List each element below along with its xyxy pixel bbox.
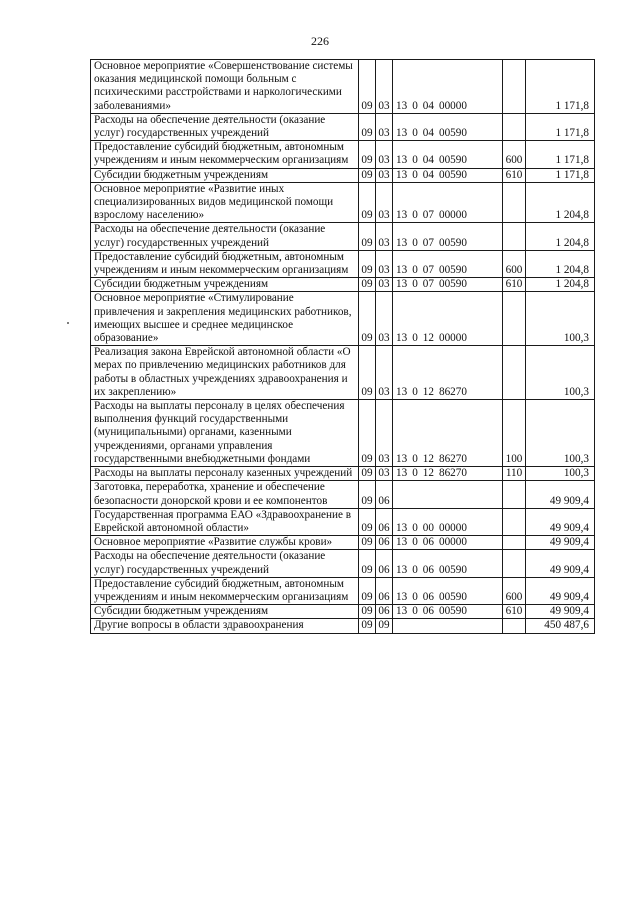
- section-code: 09: [359, 182, 376, 223]
- code-part: 13: [396, 467, 408, 480]
- target-item-code: [393, 292, 503, 346]
- target-item-code-parts: [396, 278, 500, 291]
- expense-type-code: [503, 508, 526, 535]
- code-part: 13: [396, 385, 408, 398]
- code-part: 00590: [438, 605, 467, 618]
- code-part: 00590: [438, 168, 467, 181]
- code-part: 07: [422, 264, 434, 277]
- expense-type-code: [503, 619, 526, 633]
- table-row: [91, 141, 595, 168]
- table-row: [91, 346, 595, 400]
- table-row: [91, 536, 595, 550]
- section-code: 09: [359, 346, 376, 400]
- target-item-code: [393, 508, 503, 535]
- amount: 100,3: [526, 346, 595, 400]
- table-row: [91, 223, 595, 250]
- row-name: Основное мероприятие «Развитие иных специализированных видов медицинской помощи взрослому населению»: [91, 182, 359, 223]
- code-part: 0: [412, 278, 418, 291]
- target-item-code: [393, 467, 503, 481]
- table-row: [91, 250, 595, 277]
- subsection-code: 03: [376, 467, 393, 481]
- scan-speck: [67, 322, 69, 324]
- row-name: Государственная программа ЕАО «Здравоохранение в Еврейской автономной области»: [91, 508, 359, 535]
- code-part: 12: [422, 452, 434, 465]
- amount: 100,3: [526, 292, 595, 346]
- expense-type-code: [503, 182, 526, 223]
- section-code: 09: [359, 250, 376, 277]
- amount: 1 204,8: [526, 278, 595, 292]
- code-part: 0: [412, 452, 418, 465]
- code-part: 0: [412, 209, 418, 222]
- target-item-code-parts: [396, 564, 500, 577]
- section-code: 09: [359, 141, 376, 168]
- expense-type-code: [503, 550, 526, 577]
- subsection-code: 03: [376, 141, 393, 168]
- code-part: 0: [412, 605, 418, 618]
- row-name: Основное мероприятие «Развитие службы крови»: [91, 536, 359, 550]
- code-part: 13: [396, 99, 408, 112]
- code-part: 13: [396, 168, 408, 181]
- amount: 49 909,4: [526, 577, 595, 604]
- target-item-code: [393, 346, 503, 400]
- code-part: 13: [396, 563, 408, 576]
- code-part: 13: [396, 264, 408, 277]
- code-part: 06: [422, 536, 434, 549]
- amount: 49 909,4: [526, 605, 595, 619]
- code-part: 12: [422, 467, 434, 480]
- amount: 49 909,4: [526, 550, 595, 577]
- code-part: 07: [422, 209, 434, 222]
- table-row: [91, 113, 595, 140]
- subsection-code: 06: [376, 605, 393, 619]
- table-row: [91, 481, 595, 508]
- subsection-code: 09: [376, 619, 393, 633]
- section-code: 09: [359, 278, 376, 292]
- expense-type-code: [503, 223, 526, 250]
- expense-type-code: [503, 60, 526, 114]
- code-part: 13: [396, 452, 408, 465]
- code-part: 00590: [438, 154, 467, 167]
- row-name: Субсидии бюджетным учреждениям: [91, 278, 359, 292]
- amount: 450 487,6: [526, 619, 595, 633]
- target-item-code: [393, 141, 503, 168]
- code-part: 13: [396, 332, 408, 345]
- subsection-code: 03: [376, 113, 393, 140]
- row-name: Предоставление субсидий бюджетным, автономным учреждениям и иным некоммерческим организациям: [91, 250, 359, 277]
- expense-type-code: [503, 292, 526, 346]
- code-part: 0: [412, 590, 418, 603]
- code-part: 06: [422, 563, 434, 576]
- subsection-code: 06: [376, 577, 393, 604]
- row-name: Основное мероприятие «Совершенствование системы оказания медицинской помощи больным с психическими расстройствами и наркологическими заболеваниями»: [91, 60, 359, 114]
- code-part: 00: [422, 521, 434, 534]
- code-part: 13: [396, 127, 408, 140]
- expense-type-code: 100: [503, 400, 526, 467]
- section-code: 09: [359, 605, 376, 619]
- row-name: Субсидии бюджетным учреждениям: [91, 168, 359, 182]
- code-part: 0: [412, 154, 418, 167]
- expense-type-code: 110: [503, 467, 526, 481]
- expense-type-code: [503, 346, 526, 400]
- expense-type-code: 610: [503, 278, 526, 292]
- amount: 1 204,8: [526, 182, 595, 223]
- target-item-code-parts: [396, 154, 500, 167]
- code-part: 0: [412, 236, 418, 249]
- target-item-code: [393, 278, 503, 292]
- table-row: [91, 577, 595, 604]
- budget-allocation-table: [90, 59, 595, 634]
- subsection-code: 06: [376, 550, 393, 577]
- section-code: 09: [359, 60, 376, 114]
- amount: 100,3: [526, 400, 595, 467]
- code-part: 86270: [438, 452, 467, 465]
- code-part: 0: [412, 467, 418, 480]
- target-item-code-parts: [396, 522, 500, 535]
- code-part: 13: [396, 154, 408, 167]
- code-part: 0: [412, 385, 418, 398]
- target-item-code: [393, 168, 503, 182]
- code-part: 07: [422, 236, 434, 249]
- row-name: Предоставление субсидий бюджетным, автономным учреждениям и иным некоммерческим организациям: [91, 141, 359, 168]
- table-body: [91, 60, 595, 634]
- code-part: 04: [422, 99, 434, 112]
- target-item-code: [393, 550, 503, 577]
- code-part: 00000: [438, 536, 467, 549]
- code-part: 13: [396, 278, 408, 291]
- table-row: [91, 400, 595, 467]
- expense-type-code: [503, 536, 526, 550]
- target-item-code-parts: [396, 386, 500, 399]
- table-row: [91, 168, 595, 182]
- section-code: 09: [359, 292, 376, 346]
- code-part: 00590: [438, 236, 467, 249]
- table-row: [91, 508, 595, 535]
- table-row: [91, 605, 595, 619]
- table-row: [91, 619, 595, 633]
- section-code: 09: [359, 113, 376, 140]
- amount: 49 909,4: [526, 536, 595, 550]
- target-item-code: [393, 113, 503, 140]
- expense-type-code: [503, 113, 526, 140]
- expense-type-code: 600: [503, 141, 526, 168]
- code-part: 04: [422, 168, 434, 181]
- target-item-code-parts: [396, 605, 500, 618]
- code-part: 00000: [438, 521, 467, 534]
- row-name: Расходы на обеспечение деятельности (оказание услуг) государственных учреждений: [91, 223, 359, 250]
- target-item-code-parts: [396, 536, 500, 549]
- section-code: 09: [359, 400, 376, 467]
- subsection-code: 06: [376, 481, 393, 508]
- code-part: 0: [412, 99, 418, 112]
- section-code: 09: [359, 577, 376, 604]
- section-code: 09: [359, 481, 376, 508]
- expense-type-code: 610: [503, 605, 526, 619]
- code-part: 00590: [438, 563, 467, 576]
- expense-type-code: 600: [503, 577, 526, 604]
- target-item-code-parts: [396, 127, 500, 140]
- row-name: Предоставление субсидий бюджетным, автономным учреждениям и иным некоммерческим организациям: [91, 577, 359, 604]
- code-part: 0: [412, 536, 418, 549]
- row-name: Расходы на обеспечение деятельности (оказание услуг) государственных учреждений: [91, 113, 359, 140]
- expense-type-code: 600: [503, 250, 526, 277]
- amount: 49 909,4: [526, 508, 595, 535]
- table-row: [91, 550, 595, 577]
- row-name: Другие вопросы в области здравоохранения: [91, 619, 359, 633]
- target-item-code: [393, 60, 503, 114]
- code-part: 86270: [438, 385, 467, 398]
- code-part: 13: [396, 236, 408, 249]
- code-part: 12: [422, 385, 434, 398]
- table-row: [91, 182, 595, 223]
- subsection-code: 03: [376, 278, 393, 292]
- table-row: [91, 292, 595, 346]
- subsection-code: 03: [376, 250, 393, 277]
- code-part: 13: [396, 536, 408, 549]
- amount: 1 204,8: [526, 223, 595, 250]
- target-item-code-parts: [396, 209, 500, 222]
- target-item-code: [393, 481, 503, 508]
- code-part: 00590: [438, 264, 467, 277]
- target-item-code: [393, 577, 503, 604]
- code-part: 13: [396, 209, 408, 222]
- code-part: 00000: [438, 209, 467, 222]
- target-item-code: [393, 223, 503, 250]
- target-item-code: [393, 250, 503, 277]
- code-part: 13: [396, 590, 408, 603]
- target-item-code-parts: [396, 169, 500, 182]
- subsection-code: 03: [376, 346, 393, 400]
- section-code: 09: [359, 619, 376, 633]
- row-name: Расходы на выплаты персоналу в целях обеспечения выполнения функций государственными (муниципальными) органами, казенными учреждениями, органами управления государственными внебюджетными фондами: [91, 400, 359, 467]
- code-part: 00590: [438, 127, 467, 140]
- table-row: [91, 467, 595, 481]
- row-name: Расходы на обеспечение деятельности (оказание услуг) государственных учреждений: [91, 550, 359, 577]
- code-part: 04: [422, 154, 434, 167]
- target-item-code: [393, 536, 503, 550]
- target-item-code-parts: [396, 237, 500, 250]
- table-row: [91, 278, 595, 292]
- code-part: 07: [422, 278, 434, 291]
- row-name: Реализация закона Еврейской автономной области «О мерах по привлечению медицинских работников для работы в областных учреждениях здравоохранения и их закреплению»: [91, 346, 359, 400]
- amount: 1 171,8: [526, 141, 595, 168]
- amount: 1 171,8: [526, 168, 595, 182]
- section-code: 09: [359, 467, 376, 481]
- code-part: 04: [422, 127, 434, 140]
- target-item-code-parts: [396, 453, 500, 466]
- subsection-code: 03: [376, 292, 393, 346]
- row-name: Расходы на выплаты персоналу казенных учреждений: [91, 467, 359, 481]
- subsection-code: 03: [376, 168, 393, 182]
- amount: 1 171,8: [526, 60, 595, 114]
- code-part: 00000: [438, 332, 467, 345]
- code-part: 0: [412, 127, 418, 140]
- expense-type-code: 610: [503, 168, 526, 182]
- amount: 100,3: [526, 467, 595, 481]
- code-part: 13: [396, 605, 408, 618]
- target-item-code-parts: [396, 264, 500, 277]
- subsection-code: 06: [376, 508, 393, 535]
- target-item-code: [393, 400, 503, 467]
- code-part: 86270: [438, 467, 467, 480]
- page-number: 226: [311, 34, 329, 48]
- amount: 1 204,8: [526, 250, 595, 277]
- target-item-code: [393, 619, 503, 633]
- code-part: 00590: [438, 278, 467, 291]
- code-part: 0: [412, 563, 418, 576]
- target-item-code: [393, 182, 503, 223]
- subsection-code: 03: [376, 223, 393, 250]
- target-item-code-parts: [396, 591, 500, 604]
- target-item-code-parts: [396, 467, 500, 480]
- section-code: 09: [359, 550, 376, 577]
- amount: 1 171,8: [526, 113, 595, 140]
- target-item-code-parts: [396, 332, 500, 345]
- subsection-code: 03: [376, 400, 393, 467]
- table-row: [91, 60, 595, 114]
- section-code: 09: [359, 536, 376, 550]
- target-item-code: [393, 605, 503, 619]
- code-part: 0: [412, 264, 418, 277]
- row-name: Основное мероприятие «Стимулирование привлечения и закрепления медицинских работников, имеющих высшее и среднее медицинское образование»: [91, 292, 359, 346]
- expense-type-code: [503, 481, 526, 508]
- row-name: Заготовка, переработка, хранение и обеспечение безопасности донорской крови и ее компонентов: [91, 481, 359, 508]
- code-part: 00590: [438, 590, 467, 603]
- code-part: 0: [412, 168, 418, 181]
- section-code: 09: [359, 168, 376, 182]
- code-part: 06: [422, 590, 434, 603]
- target-item-code-parts: [396, 100, 500, 113]
- section-code: 09: [359, 223, 376, 250]
- code-part: 0: [412, 521, 418, 534]
- code-part: 13: [396, 521, 408, 534]
- code-part: 00000: [438, 99, 467, 112]
- code-part: 06: [422, 605, 434, 618]
- code-part: 0: [412, 332, 418, 345]
- subsection-code: 03: [376, 182, 393, 223]
- amount: 49 909,4: [526, 481, 595, 508]
- subsection-code: 03: [376, 60, 393, 114]
- code-part: 12: [422, 332, 434, 345]
- section-code: 09: [359, 508, 376, 535]
- row-name: Субсидии бюджетным учреждениям: [91, 605, 359, 619]
- subsection-code: 06: [376, 536, 393, 550]
